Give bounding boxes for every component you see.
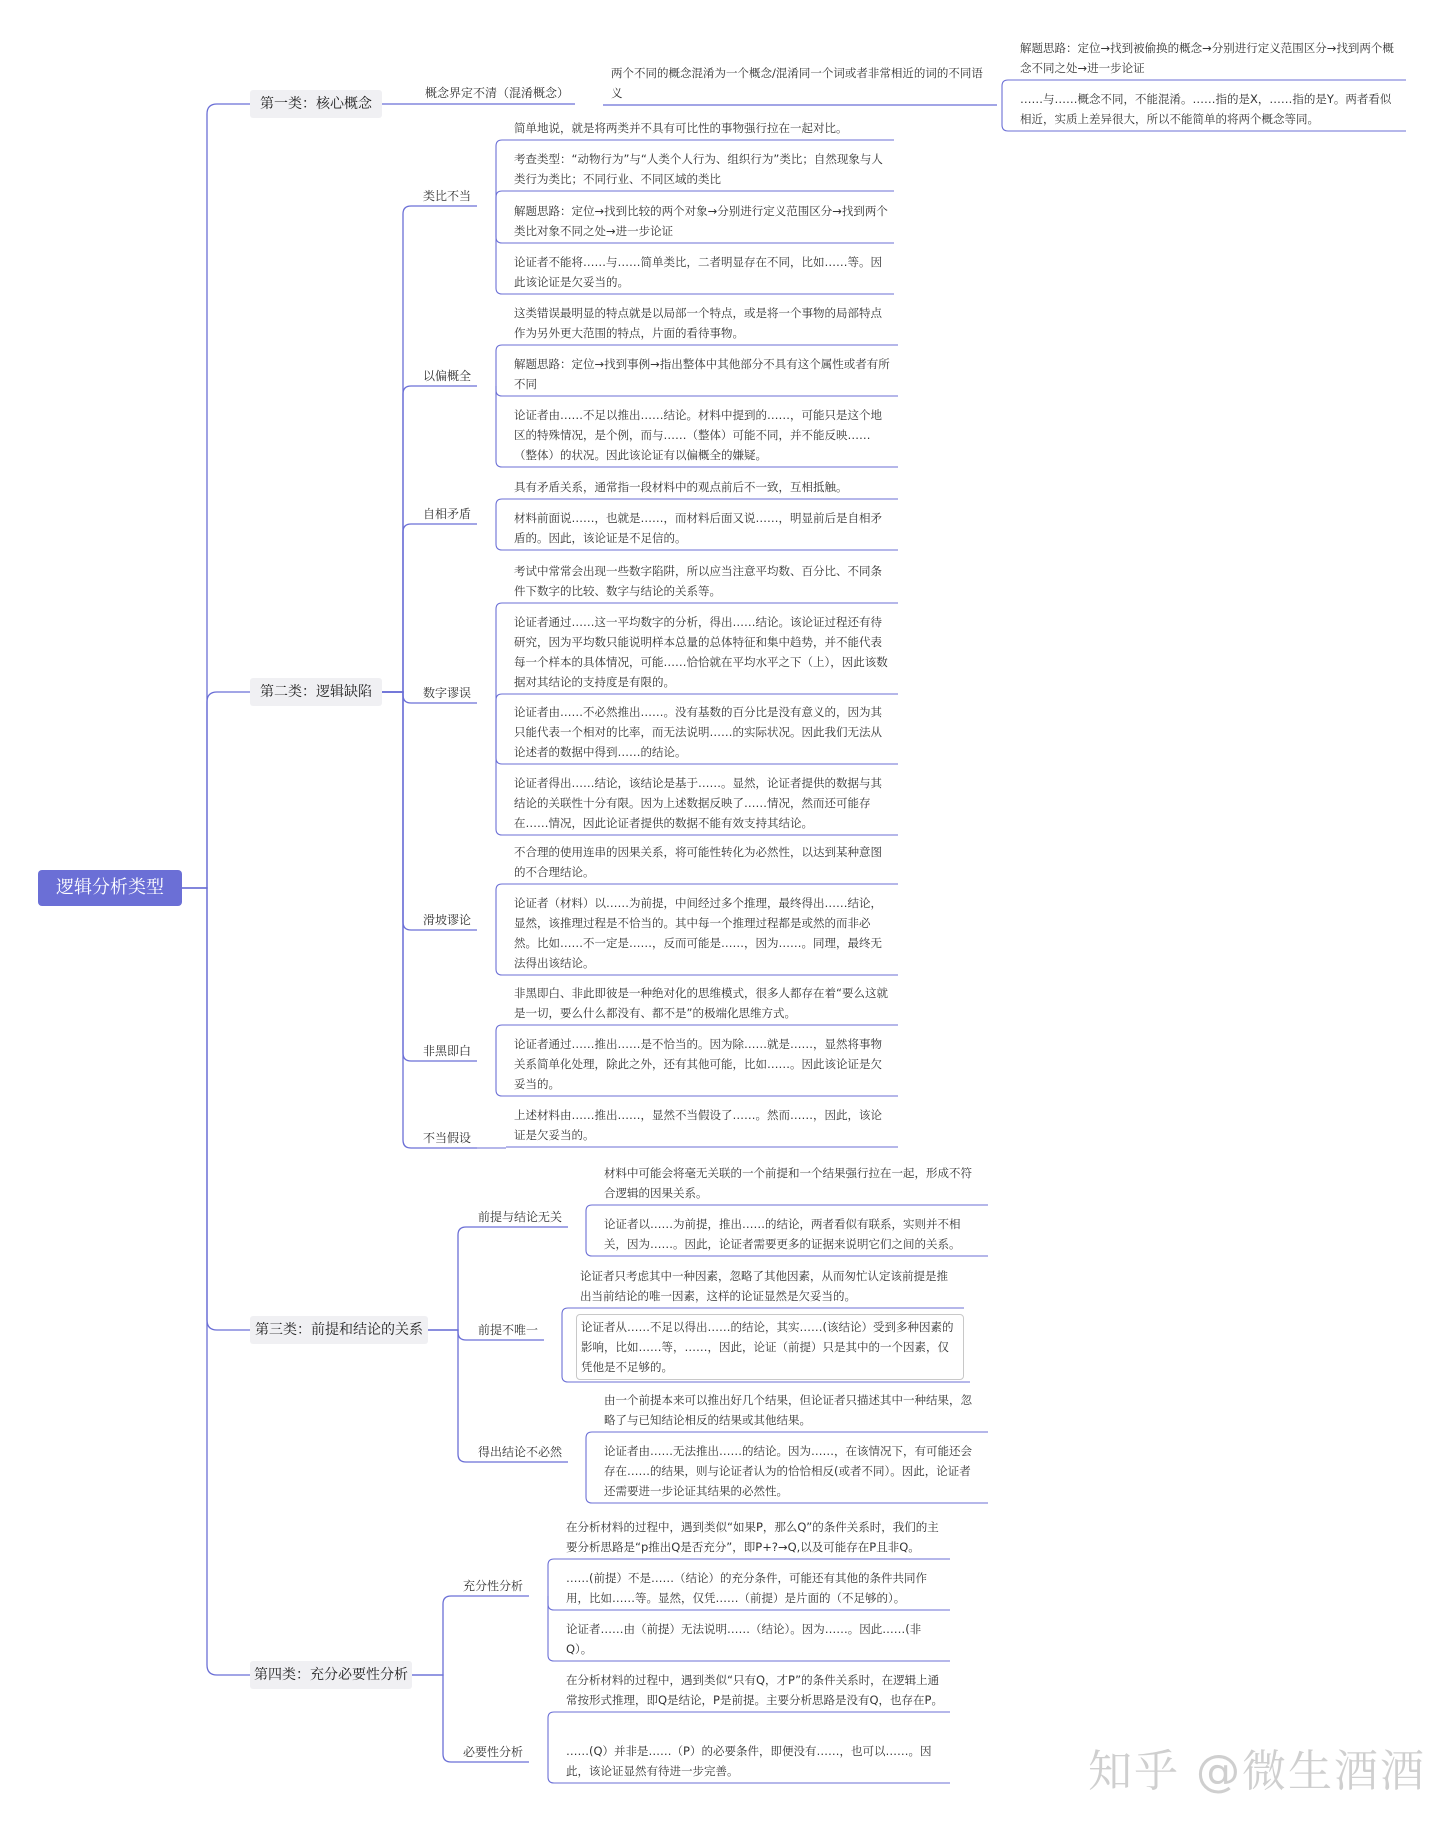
connector-line [548,1559,558,1596]
leaf-numeric-1: 考试中常常会出现一些数字陷阱，所以应当注意平均数、百分比、不同条件下数字的比较、数字与结论的关系等。 [514,564,882,598]
connector-line [382,524,477,692]
connector-line [496,603,506,703]
leaf-numeric-3: 论证者由……不必然推出……。没有基数的百分比是没有意义的，因为其只能代表一个相对的比率，而无法说明……的实际状况。因此我们无法从论述者的数据中得到……的结论。 [514,705,882,759]
leaf-sufficiency-1: 在分析材料的过程中，遇到类似“如果P，那么Q”的条件关系时，我们的主要分析思路是“p推出Q是否充分”，即P+?→Q,以及可能存在P且非Q。 [566,1520,939,1554]
connector-line [548,1712,558,1762]
leaf-concept-method: 解题思路：定位→找到被偷换的概念→分别进行定义范围区分→找到两个概念不同之处→进一步论证 [1020,41,1394,75]
sub-false-dilemma[interactable]: 非黑即白 [423,1044,472,1058]
leaf-assumption-1: 上述材料由……推出……，显然不当假设了……。然而……，因此，该论证是欠妥当的。 [514,1108,882,1142]
leaf-nonnecessary-1: 由一个前提本来可以推出好几个结果，但论证者只描述其中一种结果，忽略了与已知结论相反的结果或其他结果。 [604,1393,972,1427]
connector-line [496,499,506,524]
connector-line [586,1432,596,1462]
leaf-generalization-2: 解题思路：定位→找到事例→指出整体中其他部分不具有这个属性或者有所不同 [514,357,890,391]
connector-line [496,386,506,467]
category-logic-flaw[interactable]: 第二类：逻辑缺陷 [250,678,382,706]
connector-line [496,884,506,930]
connector-line [562,1340,568,1382]
sub-necessity[interactable]: 必要性分析 [463,1745,524,1759]
connector-line [382,386,477,692]
connector-line [586,1205,596,1227]
leaf-nonunique-1: 论证者只考虑其中一种因素，忽略了其他因素，从而匆忙认定该前提是推出当前结论的唯一因素，这样的论证显然是欠妥当的。 [580,1269,948,1303]
leaf-contradiction-1: 具有矛盾关系，通常指一段材料中的观点前后不一致，互相抵触。 [514,480,848,494]
leaf-nonnecessary-2: 论证者由……无法推出……的结论。因为……，在该情况下，有可能还会存在……的结果，则与论证者认为的恰恰相反(或者不同）。因此，论证者还需要进一步论证其结果的必然性。 [604,1444,972,1498]
leaf-concept-template: ……与……概念不同，不能混淆。……指的是X，……指的是Y。两者看似相近，实质上差异很大，所以不能简单的将两个概念等同。 [1020,92,1392,126]
connector-line [496,694,506,703]
sub-irrelevant-premise[interactable]: 前提与结论无关 [478,1210,563,1224]
connector-line [496,206,506,294]
connector-line [496,345,506,386]
connector-line [182,692,250,888]
connector-line [496,930,506,975]
connector-line [496,191,506,206]
leaf-contradiction-2: 材料前面说……，也就是……，而材料后面又说……，明显前后是自相矛盾的。因此，该论证是不足信的。 [514,511,882,545]
connector-line [562,1308,572,1340]
connector-line [496,703,506,764]
connector-line [548,1596,558,1610]
connector-line [496,1025,506,1061]
sub-non-necessary-conclusion[interactable]: 得出结论不必然 [478,1445,563,1459]
connector-line [182,888,250,1675]
leaf-sufficiency-3: 论证者……由（前提）无法说明……（结论）。因为……。因此……(非Q）。 [566,1622,922,1656]
category-sufficiency-necessity[interactable]: 第四类：充分必要性分析 [250,1661,412,1689]
sub-sufficiency[interactable]: 充分性分析 [463,1579,524,1593]
leaf-irrelevant-1: 材料中可能会将毫无关联的一个前提和一个结果强行拉在一起，形成不符合逻辑的因果关系。 [604,1166,972,1200]
connector-line [548,1596,558,1661]
connector-line [182,888,250,1330]
leaf-analogy-2: 考查类型：“动物行为”与“人类个人行为、组织行为”类比；自然现象与人类行为类比；不同行业、不同区域的类比 [514,152,883,186]
sub-concept-confusion[interactable]: 概念界定不清（混淆概念） [425,86,570,100]
connector-line [382,206,477,692]
root-node[interactable]: 逻辑分析类型 [38,870,182,906]
leaf-irrelevant-2: 论证者以……为前提，推出……的结论，两者看似有联系，实则并不相关，因为……。因此，论证者需要更多的证据来说明它们之间的关系。 [604,1217,961,1251]
leaf-analogy-3: 解题思路：定位→找到比较的两个对象→分别进行定义范围区分→找到两个类比对象不同之处→进一步论证 [514,204,888,238]
sub-analogy[interactable]: 类比不当 [423,189,472,203]
leaf-dilemma-1: 非黑即白、非此即彼是一种绝对化的思维模式，很多人都存在着“要么这就是一切，要么什么都没有、都不是”的极端化思维方式。 [514,986,888,1020]
leaf-generalization-3: 论证者由……不足以推出……结论。材料中提到的……，可能只是这个地区的特殊情况，是个例，而与……（整体）可能不同，并不能反映……（整体）的状况。因此该论证有以偏概全的嫌疑。 [514,408,882,462]
connector-line [428,1330,568,1462]
leaf-analogy-1: 简单地说，就是将两类并不具有可比性的事物强行拉在一起对比。 [514,121,848,135]
leaf-nonunique-2: 论证者从……不足以得出……的结论，其实……(该结论）受到多种因素的影响，比如……等，……，因此，论证（前提）只是其中的一个因素，仅凭他是不足够的。 [576,1314,964,1380]
sub-improper-assumption[interactable]: 不当假设 [423,1131,472,1145]
connector-line [428,1227,568,1330]
connector-line [1002,103,1012,131]
leaf-slope-2: 论证者（材料）以……为前提，中间经过多个推理，最终得出……结论，显然，该推理过程是不恰当的。其中每一个推理过程都是或然的而非必然。比如……不一定是……，反而可能是……，因为……。同理，最终无法得出该结论。 [514,896,882,970]
sub-non-unique-premise[interactable]: 前提不唯一 [478,1323,539,1337]
sub-slippery-slope[interactable]: 滑坡谬论 [423,913,472,927]
connector-line [496,386,506,396]
leaf-necessity-2: ……(Q）并非是……（P）的必要条件，即便没有……，也可以……。因此，该论证显然有待进一步完善。 [566,1744,932,1778]
sub-concept-confusion-desc: 两个不同的概念混淆为一个概念/混淆同一个词或者非常相近的词的不同语义 [611,66,983,100]
watermark: 知乎 @微生酒酒 [1088,1746,1426,1797]
leaf-sufficiency-2: ……(前提）不是……（结论）的充分条件，可能还有其他的条件共同作用，比如……等。显然，仅凭……（前提）是片面的（不足够的）。 [566,1571,927,1605]
category-core-concept[interactable]: 第一类：核心概念 [250,90,382,118]
connector-line [496,1061,506,1096]
sub-self-contradiction[interactable]: 自相矛盾 [423,507,472,521]
connector-line [586,1227,596,1256]
connector-line [382,692,477,930]
leaf-analogy-4: 论证者不能将……与……简单类比，二者明显存在不同，比如……等。因此该论证是欠妥当的。 [514,255,882,289]
leaf-numeric-2: 论证者通过……这一平均数字的分析，得出……结论。该论证过程还有待研究，因为平均数只能说明样本总量的总体特征和集中趋势，并不能代表每一个样本的具体情况，可能……恰恰就在平均水平之下（上），因此该数据对其结论的支持度是有限的。 [514,615,888,689]
connector-line [496,703,506,835]
leaf-generalization-1: 这类错误最明显的特点就是以局部一个特点，或是将一个事物的局部特点作为另外更大范围的特点，片面的看待事物。 [514,306,882,340]
leaf-slope-1: 不合理的使用连串的因果关系，将可能性转化为必然性，以达到某种意图的不合理结论。 [514,845,882,879]
sub-numeric-fallacy[interactable]: 数字谬误 [423,686,472,700]
connector-line [586,1462,596,1503]
leaf-dilemma-2: 论证者通过……推出……是不恰当的。因为除……就是……，显然将事物关系简单化处理，除此之外，还有其他可能，比如……。因此该论证是欠妥当的。 [514,1037,882,1091]
category-premise-conclusion[interactable]: 第三类：前提和结论的关系 [250,1316,428,1344]
connector-line [382,692,477,1061]
connector-line [496,524,506,550]
sub-hasty-generalization[interactable]: 以偏概全 [423,369,472,383]
leaf-numeric-4: 论证者得出……结论，该结论是基于……。显然，论证者提供的数据与其结论的关联性十分有限。因为上述数据反映了……情况，然而还可能存在……情况，因此论证者提供的数据不能有效支持其结论。 [514,776,882,830]
leaf-necessity-1: 在分析材料的过程中，遇到类似“只有Q，才P”的条件关系时，在逻辑上通常按形式推理，即Q是结论，P是前提。主要分析思路是没有Q，也存在P。 [566,1673,943,1707]
connector-line [496,206,506,243]
connector-line [496,140,506,206]
connector-line [182,104,250,888]
connector-line [1002,80,1012,103]
connector-line [412,1596,529,1675]
connector-line [548,1762,558,1783]
